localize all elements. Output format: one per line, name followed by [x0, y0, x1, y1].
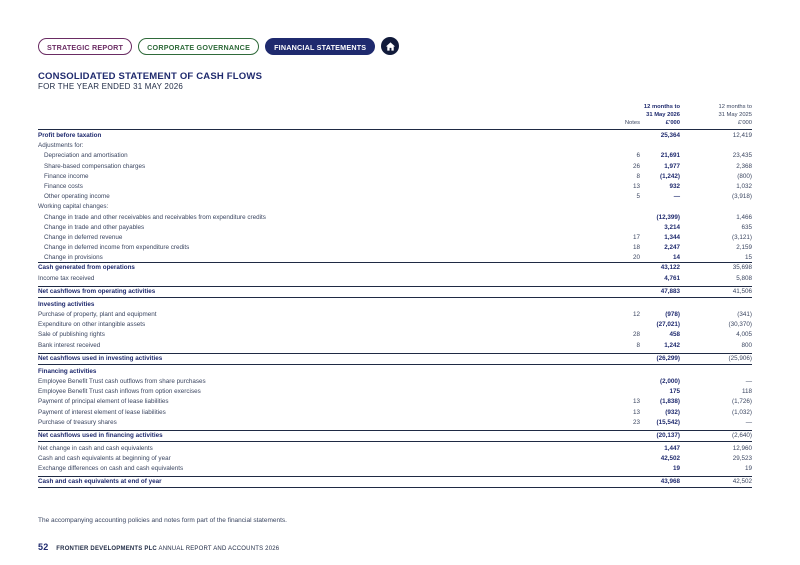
row-value-current: 1,344 [664, 233, 680, 241]
table-row [38, 387, 752, 397]
table-row [38, 408, 752, 418]
row-value-current: (12,399) [656, 213, 680, 221]
row-value-current: 458 [669, 331, 680, 339]
table-row [38, 341, 752, 351]
row-value-current: 932 [669, 182, 680, 190]
row-label: Investing activities [38, 300, 95, 308]
home-icon [385, 41, 396, 52]
table-row [38, 243, 752, 253]
row-value-current: (2,000) [660, 377, 680, 385]
column-header-prior [700, 103, 752, 127]
row-value-prior: 118 [741, 388, 752, 396]
row-label: Depreciation and amortisation [44, 152, 128, 160]
row-label: Payment of interest element of lease liabilities [38, 408, 166, 416]
row-value-prior: (30,370) [728, 321, 752, 329]
row-value-prior: 1,466 [736, 213, 752, 221]
row-label: Purchase of treasury shares [38, 418, 117, 426]
section-nav [38, 37, 399, 55]
footnote: The accompanying accounting policies and notes form part of the financial statements. [38, 517, 287, 524]
row-value-current: — [673, 193, 680, 201]
header-cur-line3: £'000 [665, 120, 680, 126]
table-row [38, 464, 752, 474]
report-name: ANNUAL REPORT AND ACCOUNTS 2026 [158, 546, 280, 552]
row-label: Cash and cash equivalents at end of year [38, 478, 162, 486]
row-value-prior: (1,726) [732, 398, 752, 406]
row-value-current: 14 [672, 254, 680, 262]
table-row [38, 310, 752, 320]
row-label: Adjustments for: [38, 142, 84, 150]
table-row [38, 418, 752, 428]
row-label: Change in deferred revenue [44, 233, 123, 241]
row-label: Employee Benefit Trust cash outflows from share purchases [38, 377, 206, 385]
table-row [38, 300, 752, 310]
page-subtitle: FOR THE YEAR ENDED 31 MAY 2026 [38, 82, 184, 91]
row-value-prior: 15 [744, 254, 752, 262]
table-row [38, 151, 752, 161]
row-note: 13 [632, 398, 640, 406]
row-value-prior: 23,435 [732, 152, 752, 160]
row-value-current: 19 [672, 465, 680, 473]
page-footer [38, 542, 279, 552]
table-row [38, 253, 752, 263]
row-note: 6 [636, 152, 640, 160]
row-label: Profit before taxation [38, 132, 102, 139]
row-note: 17 [632, 233, 640, 241]
table-row [38, 444, 752, 454]
row-label: Share-based compensation charges [44, 162, 146, 170]
row-label: Payment of principal element of lease liabilities [38, 398, 169, 406]
row-value-prior: 35,698 [732, 264, 752, 272]
table-row [38, 182, 752, 192]
row-value-prior: 635 [741, 223, 752, 231]
row-note: 12 [632, 311, 640, 318]
row-value-current: (932) [665, 408, 680, 416]
cash-flow-table [38, 131, 752, 490]
row-value-current: 1,447 [664, 444, 680, 452]
row-value-prior: 12,960 [732, 444, 752, 452]
row-label: Net cashflows from operating activities [38, 287, 156, 295]
row-value-prior: 2,159 [736, 244, 752, 252]
row-value-current: 43,968 [660, 478, 680, 486]
header-prior-line1: 12 months to [718, 104, 752, 110]
row-value-prior: (2,640) [732, 431, 752, 439]
table-row [38, 172, 752, 182]
row-value-current: 1,242 [664, 341, 680, 349]
row-label: Finance costs [44, 182, 83, 190]
table-row [38, 131, 752, 141]
row-value-current: (1,242) [660, 172, 680, 180]
row-value-prior: (3,918) [732, 193, 752, 201]
row-label: Purchase of property, plant and equipment [38, 311, 157, 318]
row-label: Change in trade and other payables [44, 223, 145, 231]
row-label: Change in deferred income from expenditure credits [44, 244, 190, 252]
row-label: Financing activities [38, 367, 97, 375]
row-value-prior: 1,032 [736, 182, 752, 190]
row-value-prior: 12,419 [732, 132, 752, 139]
header-divider [38, 129, 752, 130]
row-note: 20 [632, 254, 640, 262]
row-value-current: 42,502 [660, 455, 680, 463]
row-value-current: 3,214 [664, 223, 680, 231]
row-value-current: (15,542) [656, 418, 680, 426]
row-label: Net cashflows used in investing activities [38, 354, 163, 362]
table-row [38, 320, 752, 330]
row-value-prior: 19 [744, 465, 752, 473]
row-value-current: 21,691 [660, 152, 680, 160]
row-value-prior: — [745, 418, 752, 426]
table-row [38, 454, 752, 464]
table-row [38, 223, 752, 233]
table-row [38, 377, 752, 387]
row-label: Net cashflows used in financing activities [38, 431, 163, 439]
table-row [38, 274, 752, 284]
table-row [38, 397, 752, 407]
table-row [38, 162, 752, 172]
header-prior-line2: 31 May 2025 [718, 112, 752, 118]
row-label: Income tax received [38, 274, 95, 282]
row-value-prior: (25,906) [728, 354, 752, 362]
row-note: 18 [632, 244, 640, 252]
row-value-current: (978) [665, 311, 680, 318]
row-value-current: 43,122 [660, 264, 680, 272]
header-cur-line2: 31 May 2026 [646, 112, 680, 118]
row-value-prior: (3,121) [732, 233, 752, 241]
row-note: 26 [632, 162, 640, 170]
row-label: Bank interest received [38, 341, 101, 349]
row-value-current: 25,364 [660, 132, 680, 139]
row-label: Exchange differences on cash and cash equivalents [38, 465, 184, 473]
nav-corporate-governance[interactable]: CORPORATE GOVERNANCE [138, 38, 259, 55]
table-row [38, 353, 752, 365]
row-value-current: 175 [669, 388, 680, 396]
page-title: CONSOLIDATED STATEMENT OF CASH FLOWS [38, 71, 263, 82]
header-prior-line3: £'000 [737, 120, 752, 126]
row-value-current: (27,021) [656, 321, 680, 329]
row-label: Finance income [44, 172, 89, 180]
row-label: Sale of publishing rights [38, 331, 105, 339]
row-value-prior: (341) [737, 311, 752, 318]
row-value-prior: 4,005 [736, 331, 752, 339]
row-note: 8 [636, 172, 640, 180]
table-row [38, 141, 752, 151]
row-value-prior: 41,506 [732, 287, 752, 295]
row-value-prior: 800 [741, 341, 752, 349]
table-row [38, 430, 752, 442]
row-value-current: 1,977 [664, 162, 680, 170]
row-note: 28 [632, 331, 640, 339]
table-row [38, 476, 752, 488]
row-value-prior: 42,502 [732, 478, 752, 486]
row-value-prior: 2,368 [736, 162, 752, 170]
row-value-prior: 29,523 [732, 455, 752, 463]
table-row [38, 286, 752, 298]
row-label: Employee Benefit Trust cash inflows from option exercises [38, 388, 201, 396]
row-note: 23 [632, 418, 640, 426]
table-row [38, 233, 752, 243]
row-label: Working capital changes: [38, 203, 109, 211]
row-value-prior: (800) [737, 172, 752, 180]
row-value-current: 4,761 [664, 274, 680, 282]
row-value-current: 47,883 [660, 287, 680, 295]
row-label: Expenditure on other intangible assets [38, 321, 146, 329]
table-row [38, 213, 752, 223]
row-value-prior: — [745, 377, 752, 385]
row-value-current: 2,247 [664, 244, 680, 252]
row-value-prior: (1,032) [732, 408, 752, 416]
nav-strategic-report[interactable]: STRATEGIC REPORT [38, 38, 132, 55]
page-number: 52 [38, 542, 49, 552]
row-label: Change in provisions [44, 254, 103, 262]
row-note: 13 [632, 408, 640, 416]
table-row [38, 192, 752, 202]
row-label: Net change in cash and cash equivalents [38, 444, 153, 452]
row-label: Cash and cash equivalents at beginning of year [38, 455, 171, 463]
row-label: Cash generated from operations [38, 264, 135, 272]
table-row [38, 263, 752, 273]
row-label: Other operating income [44, 193, 110, 201]
nav-financial-statements[interactable]: FINANCIAL STATEMENTS [265, 38, 375, 55]
table-row [38, 367, 752, 377]
table-row [38, 330, 752, 340]
home-button[interactable] [381, 37, 399, 55]
table-row [38, 202, 752, 212]
row-note: 5 [636, 193, 640, 201]
row-value-prior: 5,808 [736, 274, 752, 282]
row-note: 8 [636, 341, 640, 349]
row-note: 13 [632, 182, 640, 190]
row-value-current: (26,299) [656, 354, 680, 362]
row-label: Change in trade and other receivables and receivables from expenditure credits [44, 213, 266, 221]
company-name: FRONTIER DEVELOPMENTS PLC [56, 546, 157, 552]
row-value-current: (20,137) [656, 431, 680, 439]
header-cur-line1: 12 months to [643, 104, 680, 110]
column-header-notes: Notes [624, 120, 640, 126]
row-value-current: (1,838) [660, 398, 680, 406]
